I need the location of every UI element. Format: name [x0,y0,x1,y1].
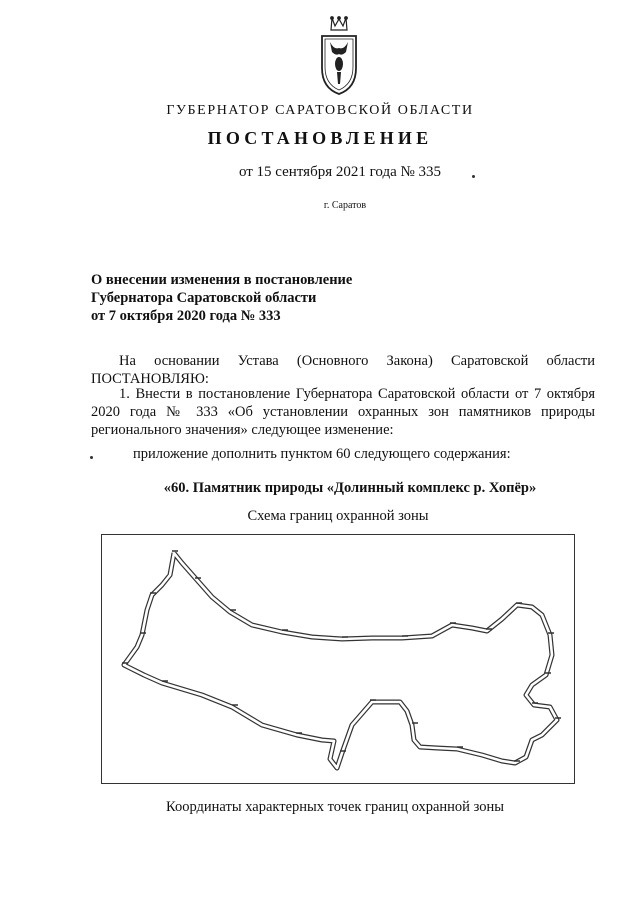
scan-speck [472,175,475,178]
document-city: г. Саратов [323,200,367,211]
boundary-outline [102,535,574,783]
heading-line: О внесении изменения в постановление [91,272,353,288]
document-heading [91,271,411,325]
scan-speck [90,456,93,459]
body-paragraph [91,385,595,439]
heading-line: Губернатора Саратовской области [91,290,317,306]
item-title: «60. Памятник природы «Долинный комплекс р. Хопёр» [163,480,537,496]
document-type: ПОСТАНОВЛЕНИЕ [207,128,433,148]
paragraph-text: 1. Внести в постановление Губернатора Саратовской области от 7 октября 2020 года № 333 «Об установлении охранных зон памятников природы регионального значения» следующее изменение: [91,386,595,438]
boundary-map [101,534,575,784]
coat-of-arms-icon [316,14,362,98]
boundary-outer-line [124,553,557,768]
coordinates-title: Координаты характерных точек границ охранной зоны [166,799,504,815]
paragraph-text: На основании Устава (Основного Закона) Саратовской области [119,353,595,369]
body-paragraph [91,352,595,370]
resolve-word: ПОСТАНОВЛЯЮ: [91,371,209,387]
authority-title: ГУБЕРНАТОР САРАТОВСКОЙ ОБЛАСТИ [166,103,474,118]
boundary-markers [122,551,561,761]
boundary-inner-line [124,553,557,768]
scheme-title: Схема границ охранной зоны [247,508,429,524]
document-date-number: от 15 сентября 2021 года № 335 [238,164,442,180]
body-paragraph: приложение дополнить пунктом 60 следующего содержания: [133,446,511,462]
heading-line: от 7 октября 2020 года № 333 [91,308,281,324]
